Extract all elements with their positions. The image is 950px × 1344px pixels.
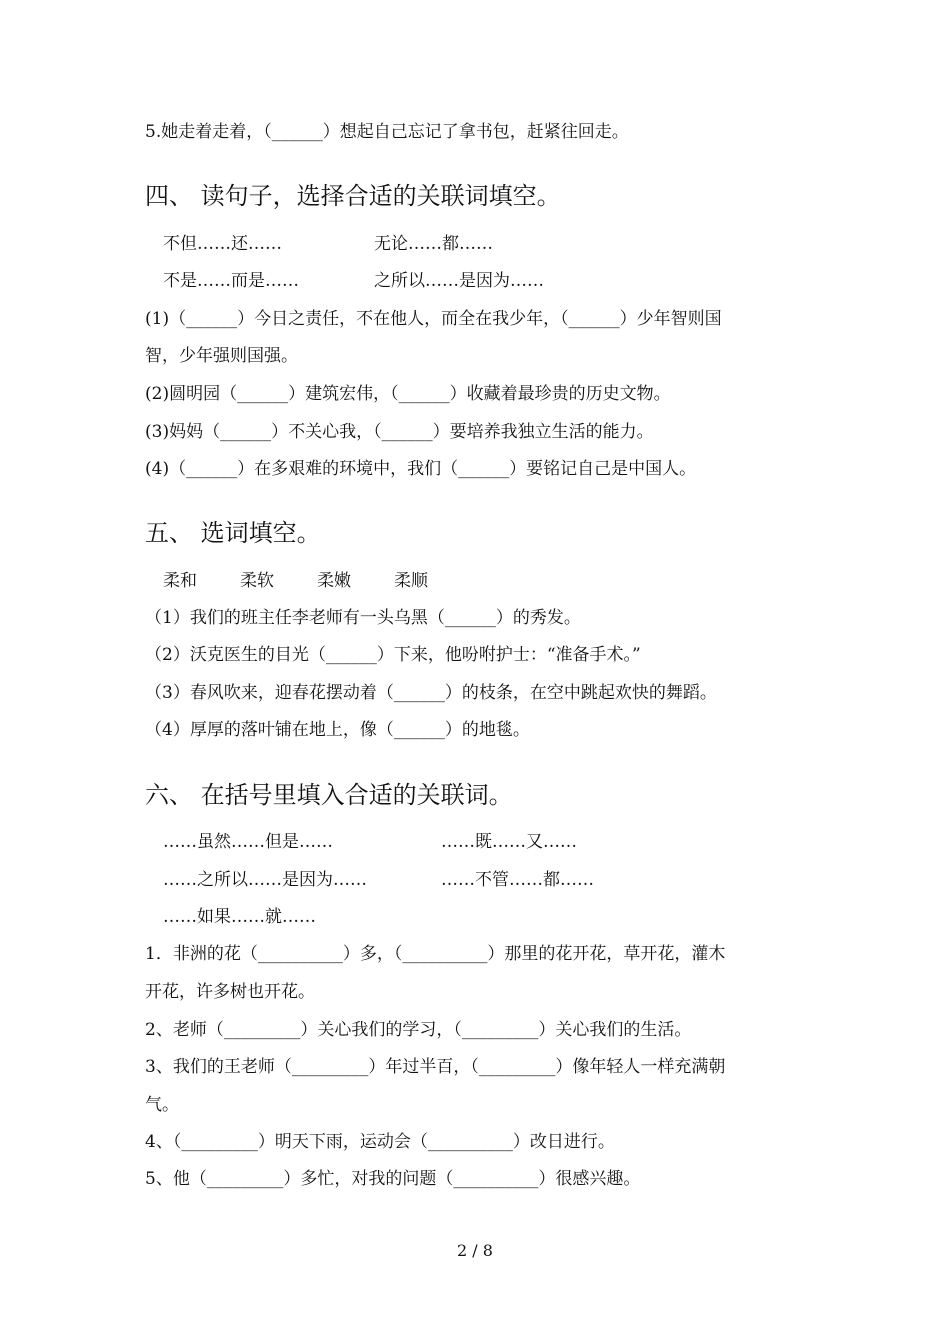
word-option: 柔嫩: [317, 571, 351, 591]
section-4-question-1-line-1: (1)（______）今日之责任，不在他人，而全在我少年，（______）少年智则国: [145, 309, 722, 329]
section-5-question-4: （4）厚厚的落叶铺在地上，像（______）的地毯。: [145, 720, 530, 740]
section-6-question-1-line-2: 开花，许多树也开花。: [145, 982, 315, 1002]
section-4-question-3: (3)妈妈（______）不关心我，（______）要培养我独立生活的能力。: [145, 422, 654, 442]
word-option: 柔顺: [394, 571, 428, 591]
question-5-text: 5.她走着走着，（______）想起自己忘记了拿书包，赶紧往回走。: [145, 122, 629, 142]
section-5-question-2: （2）沃克医生的目光（______）下来，他吩咐护士：“准备手术。”: [145, 645, 641, 665]
section-5-question-1: （1）我们的班主任李老师有一头乌黑（______）的秀发。: [145, 608, 581, 628]
section-6-question-2: 2、老师（_________）关心我们的学习，（_________）关心我们的生活。: [145, 1020, 692, 1040]
section-4-question-2: (2)圆明园（______）建筑宏伟，（______）收藏着最珍贵的历史文物。: [145, 384, 671, 404]
conjunction-option: ……虽然……但是……: [163, 832, 333, 852]
conjunction-option: 之所以……是因为……: [374, 271, 544, 291]
word-option: 柔和: [163, 571, 197, 591]
conjunction-option: ……如果……就……: [163, 907, 316, 927]
section-5-heading: 五、 选词填空。: [145, 519, 321, 547]
word-option: 柔软: [240, 571, 274, 591]
conjunction-option: 不但……还……: [163, 234, 282, 254]
section-4-question-4: (4)（______）在多艰难的环境中，我们（______）要铭记自己是中国人。: [145, 459, 697, 479]
section-4-heading: 四、 读句子，选择合适的关联词填空。: [145, 182, 561, 210]
conjunction-option: 无论……都……: [374, 234, 493, 254]
conjunction-option: 不是……而是……: [163, 271, 299, 291]
conjunction-option: ……既……又……: [441, 832, 577, 852]
section-6-question-4: 4、（_________）明天下雨，运动会（__________）改日进行。: [145, 1132, 615, 1152]
conjunction-option: ……之所以……是因为……: [163, 870, 367, 890]
conjunction-option: ……不管……都……: [441, 870, 594, 890]
section-6-heading: 六、 在括号里填入合适的关联词。: [145, 781, 513, 809]
section-6-question-3-line-2: 气。: [145, 1095, 179, 1115]
section-6-question-5: 5、他（_________）多忙，对我的问题（__________）很感兴趣。: [145, 1169, 641, 1189]
section-5-question-3: （3）春风吹来，迎春花摆动着（______）的枝条，在空中跳起欢快的舞蹈。: [145, 683, 717, 703]
section-6-question-1-line-1: 1．非洲的花（__________）多，（__________）那里的花开花，草开花，灌木: [145, 944, 726, 964]
section-4-question-1-line-2: 智，少年强则国强。: [145, 346, 298, 366]
page-number: 2 / 8: [457, 1241, 493, 1260]
section-6-question-3-line-1: 3、我们的王老师（_________）年过半百，（_________）像年轻人一样充满朝: [145, 1057, 726, 1077]
